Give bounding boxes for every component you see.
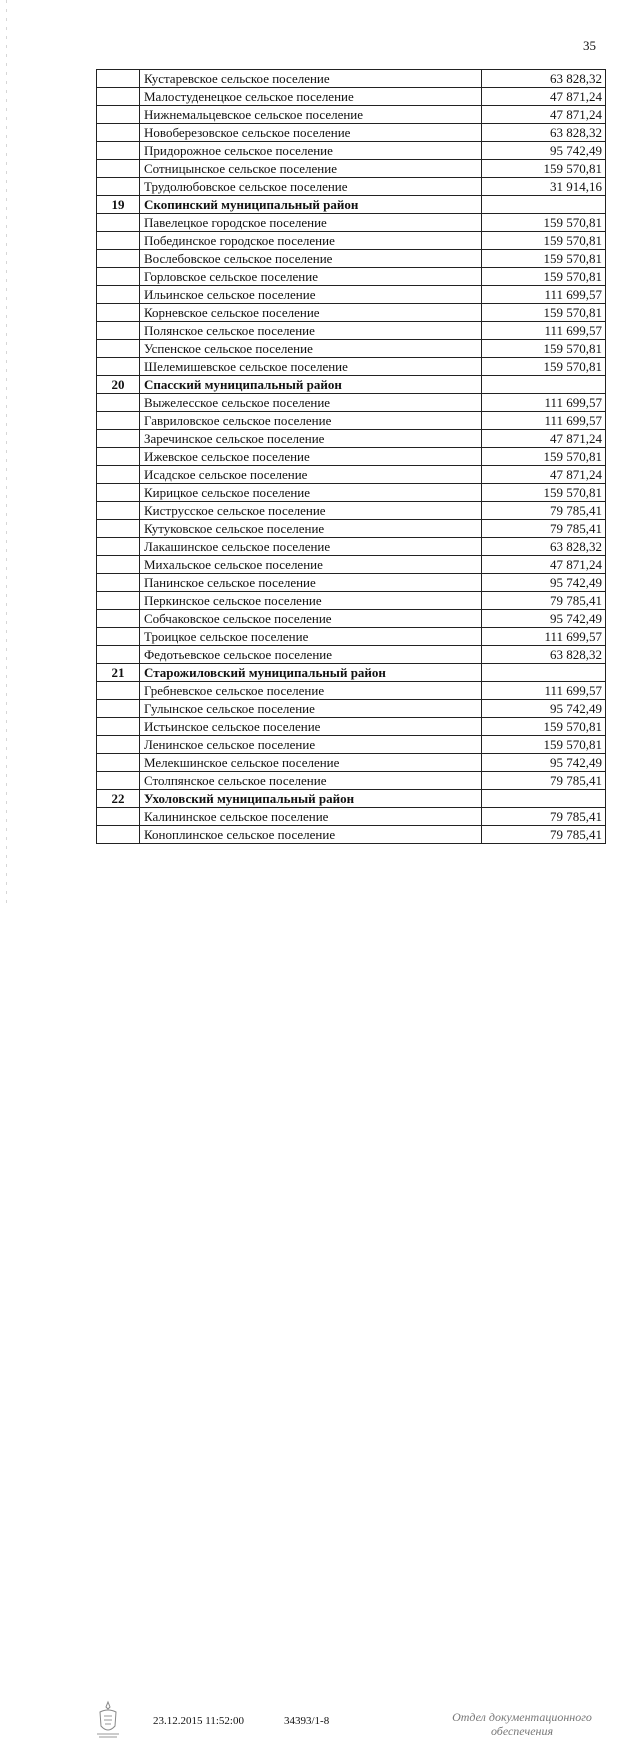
amount-cell: 159 570,81: [482, 718, 606, 736]
row-number-cell: [97, 232, 140, 250]
district-header-row: [97, 664, 606, 682]
settlement-name-cell: Нижнемальцевское сельское поселение: [140, 106, 482, 124]
settlement-row: [97, 754, 606, 772]
amount-cell: 79 785,41: [482, 826, 606, 844]
stamp-line-1: Отдел документационного: [452, 1710, 592, 1724]
settlement-name-cell: Побединское городское поселение: [140, 232, 482, 250]
amount-cell: 159 570,81: [482, 484, 606, 502]
settlement-row: [97, 394, 606, 412]
amount-cell: 159 570,81: [482, 232, 606, 250]
settlement-name-cell: Столпянское сельское поселение: [140, 772, 482, 790]
row-number-cell: [97, 70, 140, 88]
amount-cell: 95 742,49: [482, 754, 606, 772]
settlement-row: [97, 556, 606, 574]
settlement-row: [97, 88, 606, 106]
settlement-row: [97, 70, 606, 88]
settlement-name-cell: Гавриловское сельское поселение: [140, 412, 482, 430]
amount-cell: 79 785,41: [482, 520, 606, 538]
row-number-cell: [97, 466, 140, 484]
page-number: 35: [583, 38, 596, 53]
district-header-row: [97, 790, 606, 808]
settlement-row: [97, 304, 606, 322]
settlement-row: [97, 700, 606, 718]
settlement-row: [97, 268, 606, 286]
row-number-cell: [97, 628, 140, 646]
settlement-name-cell: Спасский муниципальный район: [140, 376, 482, 394]
row-number-cell: [97, 178, 140, 196]
allocation-table: [96, 69, 606, 844]
amount-cell: 159 570,81: [482, 736, 606, 754]
row-number-cell: [97, 574, 140, 592]
row-number-cell: [97, 304, 140, 322]
settlement-row: [97, 718, 606, 736]
row-number-cell: [97, 646, 140, 664]
settlement-row: [97, 178, 606, 196]
amount-cell: 63 828,32: [482, 646, 606, 664]
settlement-row: [97, 574, 606, 592]
amount-cell: 47 871,24: [482, 466, 606, 484]
amount-cell: 111 699,57: [482, 628, 606, 646]
row-number-cell: [97, 358, 140, 376]
settlement-name-cell: Корневское сельское поселение: [140, 304, 482, 322]
settlement-row: [97, 646, 606, 664]
settlement-row: [97, 538, 606, 556]
settlement-name-cell: Трудолюбовское сельское поселение: [140, 178, 482, 196]
amount-cell: 111 699,57: [482, 322, 606, 340]
amount-cell: 159 570,81: [482, 160, 606, 178]
settlement-name-cell: Ухоловский муниципальный район: [140, 790, 482, 808]
settlement-name-cell: Новоберезовское сельское поселение: [140, 124, 482, 142]
amount-cell: 159 570,81: [482, 268, 606, 286]
settlement-row: [97, 358, 606, 376]
row-number-cell: [97, 502, 140, 520]
amount-cell: 159 570,81: [482, 214, 606, 232]
settlement-name-cell: Троицкое сельское поселение: [140, 628, 482, 646]
row-number-cell: 21: [97, 664, 140, 682]
row-number-cell: [97, 88, 140, 106]
settlement-row: [97, 160, 606, 178]
amount-cell: 159 570,81: [482, 304, 606, 322]
settlement-name-cell: Горловское сельское поселение: [140, 268, 482, 286]
amount-cell: 95 742,49: [482, 610, 606, 628]
settlement-name-cell: Калининское сельское поселение: [140, 808, 482, 826]
settlement-name-cell: Кирицкое сельское поселение: [140, 484, 482, 502]
amount-cell: 47 871,24: [482, 430, 606, 448]
row-number-cell: 22: [97, 790, 140, 808]
settlement-row: [97, 322, 606, 340]
settlement-name-cell: Ленинское сельское поселение: [140, 736, 482, 754]
settlement-name-cell: Гребневское сельское поселение: [140, 682, 482, 700]
amount-cell: [482, 664, 606, 682]
row-number-cell: [97, 826, 140, 844]
row-number-cell: [97, 736, 140, 754]
settlement-name-cell: Собчаковское сельское поселение: [140, 610, 482, 628]
amount-cell: [482, 196, 606, 214]
row-number-cell: [97, 754, 140, 772]
settlement-name-cell: Истьинское сельское поселение: [140, 718, 482, 736]
settlement-row: [97, 124, 606, 142]
row-number-cell: [97, 610, 140, 628]
settlement-name-cell: Придорожное сельское поселение: [140, 142, 482, 160]
amount-cell: 79 785,41: [482, 592, 606, 610]
amount-cell: 63 828,32: [482, 538, 606, 556]
amount-cell: 111 699,57: [482, 286, 606, 304]
page-footer: [0, 857, 640, 1738]
amount-cell: [482, 790, 606, 808]
settlement-name-cell: Ижевское сельское поселение: [140, 448, 482, 466]
settlement-name-cell: Михальское сельское поселение: [140, 556, 482, 574]
settlement-row: [97, 250, 606, 268]
settlement-row: [97, 682, 606, 700]
settlement-row: [97, 106, 606, 124]
amount-cell: 63 828,32: [482, 70, 606, 88]
amount-cell: 79 785,41: [482, 808, 606, 826]
amount-cell: 159 570,81: [482, 358, 606, 376]
scan-edge-artifact: [6, 0, 7, 905]
settlement-name-cell: Панинское сельское поселение: [140, 574, 482, 592]
settlement-row: [97, 466, 606, 484]
amount-cell: 95 742,49: [482, 574, 606, 592]
amount-cell: 111 699,57: [482, 412, 606, 430]
row-number-cell: [97, 772, 140, 790]
amount-cell: 111 699,57: [482, 394, 606, 412]
settlement-name-cell: Гулынское сельское поселение: [140, 700, 482, 718]
amount-cell: 63 828,32: [482, 124, 606, 142]
settlement-name-cell: Кутуковское сельское поселение: [140, 520, 482, 538]
row-number-cell: [97, 484, 140, 502]
amount-cell: 47 871,24: [482, 106, 606, 124]
settlement-name-cell: Заречинское сельское поселение: [140, 430, 482, 448]
footer-doc-number: 34393/1-8: [284, 1715, 330, 1727]
settlement-name-cell: Федотьевское сельское поселение: [140, 646, 482, 664]
settlement-row: [97, 628, 606, 646]
table-body: [97, 70, 606, 844]
settlement-name-cell: Скопинский муниципальный район: [140, 196, 482, 214]
settlement-name-cell: Коноплинское сельское поселение: [140, 826, 482, 844]
settlement-name-cell: Успенское сельское поселение: [140, 340, 482, 358]
settlement-name-cell: Исадское сельское поселение: [140, 466, 482, 484]
amount-cell: 159 570,81: [482, 448, 606, 466]
settlement-name-cell: Полянское сельское поселение: [140, 322, 482, 340]
row-number-cell: [97, 430, 140, 448]
settlement-row: [97, 826, 606, 844]
settlement-name-cell: Вослебовское сельское поселение: [140, 250, 482, 268]
settlement-name-cell: Сотницынское сельское поселение: [140, 160, 482, 178]
settlement-row: [97, 736, 606, 754]
row-number-cell: [97, 556, 140, 574]
row-number-cell: [97, 538, 140, 556]
row-number-cell: [97, 682, 140, 700]
settlement-name-cell: Перкинское сельское поселение: [140, 592, 482, 610]
settlement-row: [97, 430, 606, 448]
row-number-cell: [97, 448, 140, 466]
settlement-name-cell: Шелемишевское сельское поселение: [140, 358, 482, 376]
amount-cell: [482, 376, 606, 394]
amount-cell: 79 785,41: [482, 502, 606, 520]
settlement-name-cell: Старожиловский муниципальный район: [140, 664, 482, 682]
footer-date: 23.12.2015 11:52:00: [153, 1715, 244, 1727]
row-number-cell: [97, 718, 140, 736]
row-number-cell: [97, 268, 140, 286]
row-number-cell: [97, 808, 140, 826]
row-number-cell: [97, 142, 140, 160]
department-stamp: [452, 1710, 592, 1738]
settlement-name-cell: Мелекшинское сельское поселение: [140, 754, 482, 772]
district-header-row: [97, 376, 606, 394]
amount-cell: 79 785,41: [482, 772, 606, 790]
row-number-cell: [97, 124, 140, 142]
row-number-cell: 20: [97, 376, 140, 394]
settlement-name-cell: Павелецкое городское поселение: [140, 214, 482, 232]
row-number-cell: [97, 412, 140, 430]
row-number-cell: [97, 322, 140, 340]
amount-cell: 95 742,49: [482, 700, 606, 718]
row-number-cell: [97, 592, 140, 610]
district-header-row: [97, 196, 606, 214]
settlement-row: [97, 214, 606, 232]
settlement-row: [97, 808, 606, 826]
settlement-row: [97, 286, 606, 304]
row-number-cell: [97, 106, 140, 124]
amount-cell: 47 871,24: [482, 556, 606, 574]
settlement-name-cell: Киструсское сельское поселение: [140, 502, 482, 520]
amount-cell: 47 871,24: [482, 88, 606, 106]
row-number-cell: [97, 160, 140, 178]
coat-of-arms-icon: [95, 1700, 121, 1740]
row-number-cell: [97, 250, 140, 268]
row-number-cell: [97, 214, 140, 232]
amount-cell: 31 914,16: [482, 178, 606, 196]
row-number-cell: [97, 340, 140, 358]
settlement-row: [97, 448, 606, 466]
amount-cell: 159 570,81: [482, 250, 606, 268]
settlement-row: [97, 592, 606, 610]
settlement-row: [97, 232, 606, 250]
settlement-row: [97, 340, 606, 358]
settlement-row: [97, 412, 606, 430]
row-number-cell: 19: [97, 196, 140, 214]
settlement-name-cell: Выжелесское сельское поселение: [140, 394, 482, 412]
settlement-name-cell: Кустаревское сельское поселение: [140, 70, 482, 88]
settlement-row: [97, 610, 606, 628]
settlement-row: [97, 772, 606, 790]
row-number-cell: [97, 286, 140, 304]
row-number-cell: [97, 520, 140, 538]
settlement-row: [97, 484, 606, 502]
row-number-cell: [97, 700, 140, 718]
row-number-cell: [97, 394, 140, 412]
settlement-name-cell: Ильинское сельское поселение: [140, 286, 482, 304]
settlement-row: [97, 520, 606, 538]
settlement-name-cell: Малостуденецкое сельское поселение: [140, 88, 482, 106]
stamp-line-2: обеспечения: [490, 1724, 554, 1738]
settlement-row: [97, 502, 606, 520]
settlement-row: [97, 142, 606, 160]
amount-cell: 95 742,49: [482, 142, 606, 160]
amount-cell: 111 699,57: [482, 682, 606, 700]
settlement-name-cell: Лакашинское сельское поселение: [140, 538, 482, 556]
amount-cell: 159 570,81: [482, 340, 606, 358]
